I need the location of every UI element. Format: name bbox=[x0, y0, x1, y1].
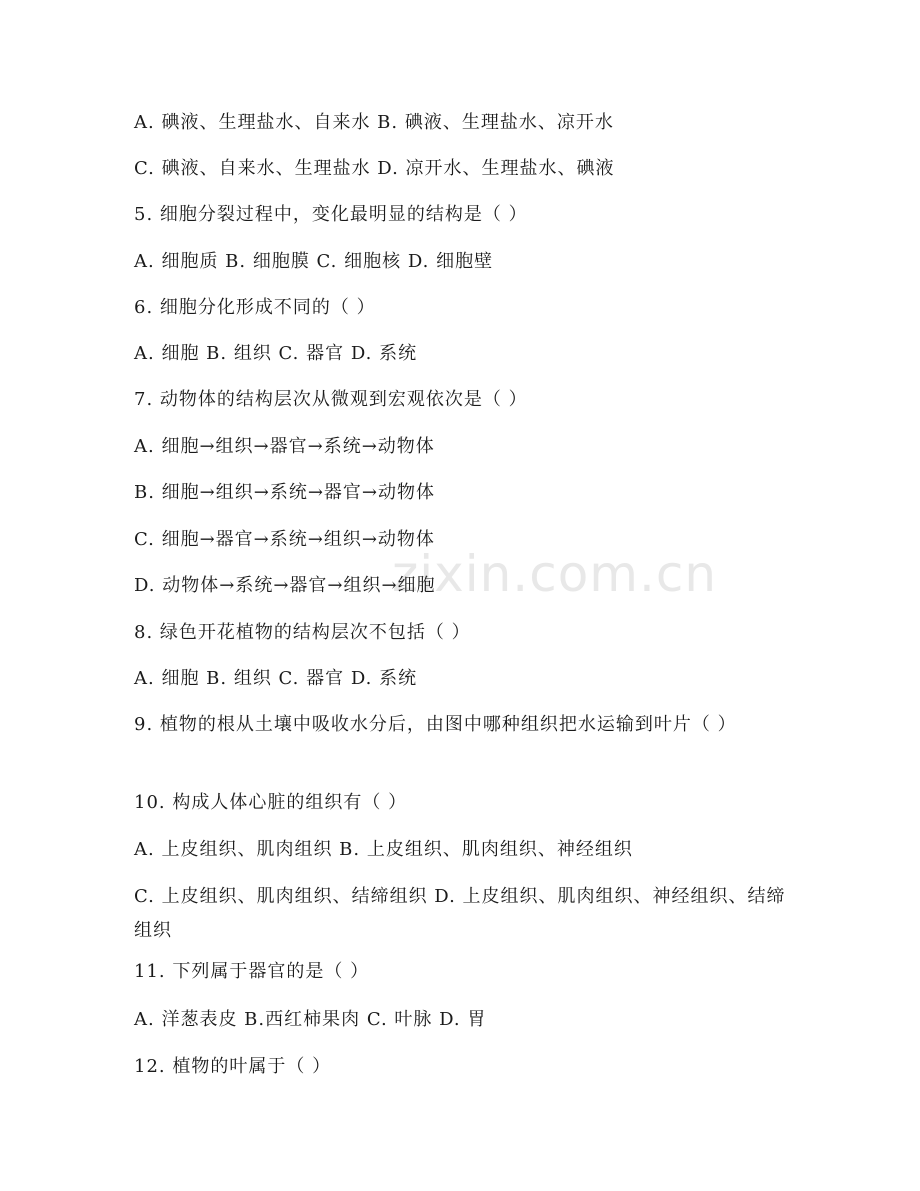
question-5: 5. 细胞分裂过程中，变化最明显的结构是（ ） bbox=[134, 204, 528, 225]
question-9: 9. 植物的根从土壤中吸收水分后，由图中哪种组织把水运输到叶片（ ） bbox=[134, 714, 737, 735]
q10-options-cd: C. 上皮组织、肌肉组织、结缔组织 D. 上皮组织、肌肉组织、神经组织、结缔组织 bbox=[134, 886, 786, 941]
q4-options-cd: C. 碘液、自来水、生理盐水 D. 凉开水、生理盐水、碘液 bbox=[134, 158, 615, 179]
q10-options-ab: A. 上皮组织、肌肉组织 B. 上皮组织、肌肉组织、神经组织 bbox=[134, 839, 633, 860]
q6-options: A. 细胞 B. 组织 C. 器官 D. 系统 bbox=[134, 343, 418, 364]
question-11: 11. 下列属于器官的是（ ） bbox=[134, 961, 370, 982]
q8-options: A. 细胞 B. 组织 C. 器官 D. 系统 bbox=[134, 668, 418, 689]
q7-option-a: A. 细胞→组织→器官→系统→动物体 bbox=[134, 436, 435, 457]
question-10: 10. 构成人体心脏的组织有（ ） bbox=[134, 792, 408, 813]
q7-option-c: C. 细胞→器官→系统→组织→动物体 bbox=[134, 529, 435, 550]
q11-options: A. 洋葱表皮 B.西红柿果肉 C. 叶脉 D. 胃 bbox=[134, 1009, 487, 1030]
question-8: 8. 绿色开花植物的结构层次不包括（ ） bbox=[134, 622, 471, 643]
question-6: 6. 细胞分化形成不同的（ ） bbox=[134, 297, 376, 318]
q4-options-ab: A. 碘液、生理盐水、自来水 B. 碘液、生理盐水、凉开水 bbox=[134, 112, 614, 133]
q5-options: A. 细胞质 B. 细胞膜 C. 细胞核 D. 细胞壁 bbox=[134, 251, 494, 272]
q7-option-d: D. 动物体→系统→器官→组织→细胞 bbox=[134, 575, 436, 596]
question-7: 7. 动物体的结构层次从微观到宏观依次是（ ） bbox=[134, 389, 528, 410]
watermark: zixin.com.cn bbox=[392, 545, 718, 603]
question-12: 12. 植物的叶属于（ ） bbox=[134, 1056, 332, 1077]
q7-option-b: B. 细胞→组织→系统→器官→动物体 bbox=[134, 482, 435, 503]
